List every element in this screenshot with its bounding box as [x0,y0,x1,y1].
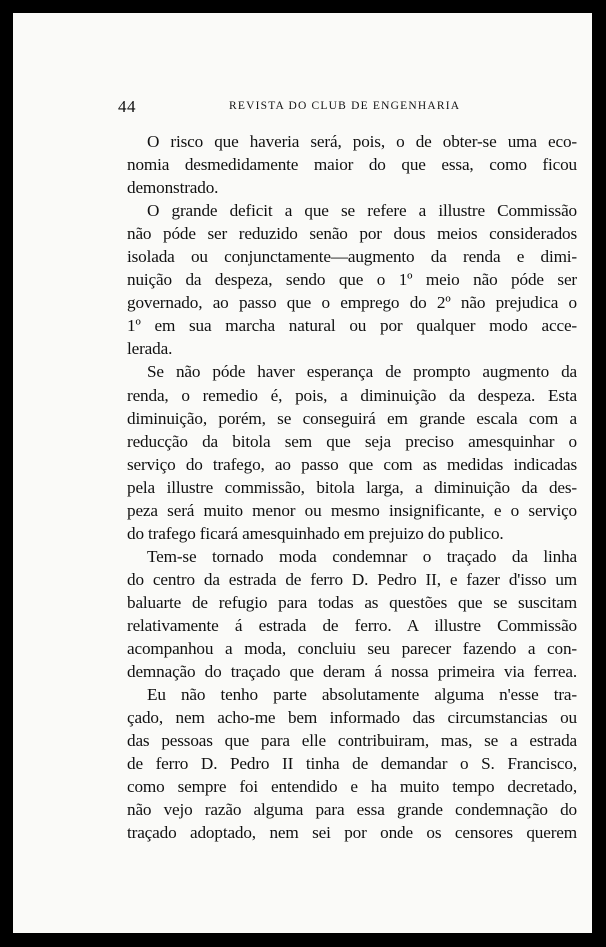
text-line: demonstrado. [127,178,219,198]
body-text [127,130,577,844]
text-line: isolada ou conjunctamente—augmento da renda e dimi- [127,247,577,267]
text-line: peza será muito menor ou mesmo insignificante, e o serviço [127,500,577,520]
text-line: do trafego ficará amesquinhado em prejuizo do publico. [127,523,504,543]
text-line: reducção da bitola sem que seja preciso amesquinhar o [127,431,577,451]
text-line: Se não póde haver esperança de prompto augmento da [147,362,577,382]
text-line: demnação do traçado que deram á nossa primeira via ferrea. [127,662,577,682]
paragraph [127,130,577,199]
text-line: O risco que haveria será, pois, o de obter-se uma eco- [147,132,577,151]
text-line: de ferro D. Pedro II tinha de demandar o S. Francisco, [127,754,577,774]
text-line: lerada. [127,339,173,359]
text-line: renda, o remedio é, pois, a diminuição da despeza. Esta [127,385,577,405]
text-line: não vejo razão alguma para essa grande condemnação do [127,800,577,820]
text-line: serviço do trafego, ao passo que com as medidas indicadas [127,454,577,474]
text-line: governado, ao passo que o emprego do 2º não prejudica o [127,293,577,313]
paragraph [127,360,577,544]
paragraph [127,683,577,844]
book-page [13,13,592,933]
page-header [118,97,578,119]
text-line: nuição da despeza, sendo que o 1º meio não póde ser [127,270,577,290]
text-line: Eu não tenho parte absolutamente alguma n'esse tra- [147,685,577,705]
text-line: 1º em sua marcha natural ou por qualquer modo acce- [127,316,577,336]
text-line: relativamente á estrada de ferro. A illustre Commissão [127,615,577,635]
paragraph [127,199,577,360]
paragraph [127,545,577,683]
text-line: baluarte de refugio para todas as questões que se suscitam [127,592,577,612]
text-line: çado, nem acho-me bem informado das circumstancias ou [127,708,577,728]
page-number: 44 [118,97,136,116]
text-line: O grande deficit a que se refere a illustre Commissão [147,201,577,221]
text-line: diminuição, porém, se conseguirá em grande escala com a [127,408,577,428]
text-line: do centro da estrada de ferro D. Pedro II, e fazer d'isso um [127,569,577,589]
text-line: das pessoas que para elle contribuiram, mas, se a estrada [127,731,577,751]
text-line: pela illustre commissão, bitola larga, a diminuição da des- [127,477,577,497]
text-line: não póde ser reduzido senão por dous meios considerados [127,224,577,244]
text-line: acompanhou a moda, concluiu seu parecer fazendo a con- [127,639,577,659]
text-line: nomia desmedidamente maior do que essa, como ficou [127,155,577,175]
running-title: REVISTA DO CLUB DE ENGENHARIA [229,100,461,112]
text-line: como sempre foi entendido e ha muito tempo decretado, [127,777,577,797]
text-line: Tem-se tornado moda condemnar o traçado da linha [147,546,577,566]
text-line: traçado adoptado, nem sei por onde os censores querem [127,823,577,843]
